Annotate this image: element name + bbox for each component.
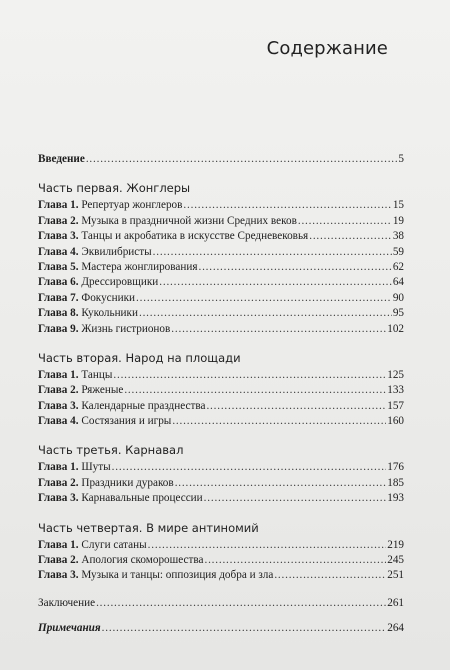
toc-entry-title: Примечания [38,622,101,635]
spacer [38,584,404,596]
toc-entry-page: 62 [392,260,404,273]
toc-entry-page: 264 [387,622,404,635]
spacer [38,611,404,621]
toc-entry-page: 133 [387,384,404,397]
toc-entry-title [38,229,309,244]
toc-entry-page: 193 [387,492,404,505]
toc-entry-title [38,399,206,414]
toc-chapter-entry[interactable] [38,245,404,260]
chapter-title: Слуги сатаны [81,538,147,551]
toc-entry-title [38,491,204,506]
leader-dots [206,399,386,414]
chapter-label: Глава 9. [38,322,79,335]
chapter-label: Глава 3. [38,492,79,505]
toc-entry-title [38,275,159,290]
part-heading: Часть четвертая. В мире антиномий [38,520,259,535]
leader-dots [96,596,386,611]
toc-chapter-entry[interactable] [38,275,404,290]
leader-dots [112,460,387,475]
toc-chapter-entry[interactable] [38,491,404,506]
toc-entry-title [38,306,139,321]
chapter-title: Репертуар жонглеров [81,199,183,212]
toc-entry-page: 95 [392,307,404,320]
chapter-title: Календарные празднества [81,399,206,412]
leader-dots [102,621,387,636]
chapter-title: Музыка в праздничной жизни Средних веков [81,214,297,227]
chapter-title: Состязания и игры [81,415,172,428]
toc-chapter-entry[interactable] [38,476,404,491]
toc-chapter-entry[interactable] [38,553,404,568]
chapter-label: Глава 1. [38,368,79,381]
chapter-label: Глава 6. [38,276,79,289]
toc-entry-page: 64 [392,276,404,289]
part-heading: Часть вторая. Народ на площади [38,350,241,365]
leader-dots [274,568,386,583]
toc-entry-title [38,214,298,229]
toc-entry-page: 219 [387,538,404,551]
toc-entry-title [38,198,183,213]
page-title: Содержание [266,38,388,59]
leader-dots [171,322,386,337]
chapter-label: Глава 1. [38,199,79,212]
toc-chapter-entry[interactable] [38,229,404,244]
toc-chapter-entry[interactable] [38,383,404,398]
chapter-title: Ряженые [81,384,124,397]
leader-dots [113,368,386,383]
chapter-title: Апология скоморошества [81,554,204,567]
toc-chapter-entry[interactable] [38,214,404,229]
chapter-label: Глава 4. [38,245,79,258]
chapter-title: Карнавальные процессии [81,492,203,505]
toc-chapter-entry[interactable] [38,260,404,275]
toc-entry-page: 245 [387,554,404,567]
toc-entry-page: 59 [392,245,404,258]
chapter-label: Глава 3. [38,399,79,412]
toc-entry-page: 185 [387,476,404,489]
toc-entry-title [38,568,274,583]
toc-entry-page: 19 [392,214,404,227]
chapter-title: Праздники дураков [81,476,174,489]
toc-chapter-entry[interactable] [38,368,404,383]
part-heading: Часть первая. Жонглеры [38,181,191,196]
toc-entry-title [38,476,175,491]
chapter-label: Глава 1. [38,461,79,474]
leader-dots [298,214,392,229]
toc-entry-title: Введение [38,153,85,165]
chapter-title: Жизнь гистрионов [81,322,171,335]
leader-dots [183,198,391,213]
toc-entry-title [38,538,148,553]
toc-chapter-entry[interactable] [38,322,404,337]
table-of-contents [38,152,404,637]
leader-dots [172,414,386,429]
toc-entry-title [38,383,124,398]
leader-dots [204,553,386,568]
toc-entry-title [38,322,171,337]
toc-entry-page: 15 [392,199,404,212]
toc-entry-title [38,460,112,475]
toc-entry-title [38,368,113,383]
chapter-label: Глава 2. [38,214,79,227]
toc-entry-page: 157 [387,399,404,412]
toc-entry-title: Заключение [38,596,96,609]
chapter-label: Глава 3. [38,569,79,582]
leader-dots [153,245,392,260]
toc-entry-title [38,260,198,275]
leader-dots [86,152,398,167]
toc-entry-title [38,414,172,429]
leader-dots [175,476,387,491]
leader-dots [309,229,392,244]
chapter-title: Фокусники [81,291,136,304]
toc-entry-title [38,245,153,260]
chapter-label: Глава 3. [38,230,79,243]
chapter-title: Эквилибристы [81,245,152,258]
chapter-label: Глава 2. [38,384,79,397]
toc-entry-title [38,553,204,568]
chapter-label: Глава 8. [38,307,79,320]
chapter-label: Глава 2. [38,476,79,489]
toc-entry-page: 38 [392,230,404,243]
chapter-title: Мастера жонглирования [81,260,198,273]
toc-entry-page: 5 [398,153,404,165]
toc-chapter-entry[interactable] [38,291,404,306]
chapter-label: Глава 4. [38,415,79,428]
chapter-title: Кукольники [81,307,138,320]
chapter-title: Танцы и акробатика в искусстве Средневековья [81,230,309,243]
toc-parts [38,181,404,583]
chapter-label: Глава 1. [38,538,79,551]
leader-dots [204,491,387,506]
chapter-title: Шуты [81,461,111,474]
toc-chapter-entry[interactable] [38,306,404,321]
toc-entry-page: 90 [392,291,404,304]
toc-entry-page: 176 [387,461,404,474]
chapter-label: Глава 5. [38,260,79,273]
toc-chapter-entry[interactable] [38,399,404,414]
toc-chapter-entry[interactable] [38,414,404,429]
toc-entry-page: 102 [387,322,404,335]
part-heading: Часть третья. Карнавал [38,443,184,458]
leader-dots [159,275,392,290]
toc-entry-page: 160 [387,415,404,428]
toc-entry-notes[interactable] [38,621,404,636]
toc-chapter-entry[interactable] [38,568,404,583]
toc-entry-intro[interactable] [38,152,404,167]
toc-chapter-entry[interactable] [38,538,404,553]
toc-chapter-entry[interactable] [38,460,404,475]
leader-dots [139,306,392,321]
toc-entry-page: 251 [387,569,404,582]
leader-dots [198,260,391,275]
toc-entry-page: 261 [387,596,404,609]
chapter-title: Танцы [81,368,113,381]
chapter-title: Музыка и танцы: оппозиция добра и зла [81,569,274,582]
toc-chapter-entry[interactable] [38,198,404,213]
leader-dots [136,291,392,306]
chapter-label: Глава 2. [38,554,79,567]
leader-dots [124,383,386,398]
toc-entry-title [38,291,136,306]
chapter-title: Дрессировщики [81,276,159,289]
leader-dots [148,538,387,553]
toc-entry-conclusion[interactable] [38,596,404,611]
chapter-label: Глава 7. [38,291,79,304]
toc-entry-page: 125 [387,368,404,381]
